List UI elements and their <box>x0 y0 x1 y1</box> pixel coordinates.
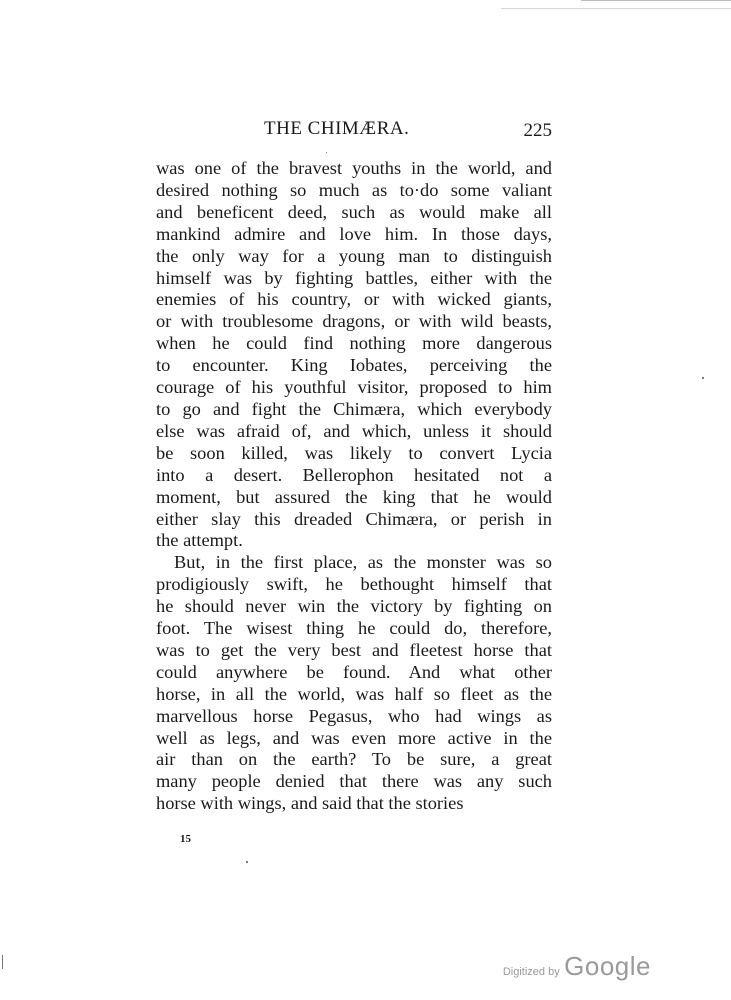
text-line: or with troublesome dragons, or with wild beasts, <box>156 311 552 332</box>
text-line: was one of the bravest youths in the world, and <box>156 158 552 178</box>
text-line: foot. The wisest thing he could do, therefore, <box>156 618 552 639</box>
scan-edge-line <box>501 8 731 9</box>
text-line: be soon killed, was likely to convert Lycia <box>156 442 552 463</box>
text-line: air than on the earth? To be sure, a great <box>156 749 552 770</box>
text-line: himself was by fighting battles, either with the <box>156 267 552 288</box>
text-line: horse, in all the world, was half so fleet as the <box>156 683 552 704</box>
watermark-prefix: Digitized by <box>502 966 560 978</box>
text-line: But, in the first place, as the monster was so <box>174 552 552 573</box>
paragraph <box>156 158 552 552</box>
running-title: THE CHIMÆRA. <box>264 118 410 139</box>
text-line: he should never win the victory by fighting on <box>156 596 552 617</box>
text-line: courage of his youthful visitor, proposed to him <box>156 377 552 398</box>
text-line: to go and fight the Chimæra, which everybody <box>156 398 552 419</box>
text-line: was to get the very best and fleetest horse that <box>156 639 552 660</box>
text-line: could anywhere be found. And what other <box>156 661 552 682</box>
text-line: into a desert. Bellerophon hesitated not a <box>156 464 552 485</box>
digitized-watermark <box>503 951 651 982</box>
text-line: when he could find nothing more dangerous <box>156 333 552 354</box>
scan-speck <box>246 861 248 863</box>
text-line: else was afraid of, and which, unless it should <box>156 420 552 441</box>
body-text <box>156 158 552 815</box>
text-line: to encounter. King Iobates, perceiving the <box>156 355 552 376</box>
text-line: enemies of his country, or with wicked giants, <box>156 289 552 310</box>
text-line: horse with wings, and said that the stories <box>156 793 464 814</box>
text-line: many people denied that there was any such <box>156 771 552 792</box>
scan-speck <box>702 377 704 379</box>
page-header <box>156 118 552 148</box>
scan-edge-line <box>581 0 731 1</box>
scan-speck <box>326 152 327 153</box>
signature-mark: 15 <box>180 833 191 845</box>
text-line: the only way for a young man to distinguish <box>156 245 552 266</box>
text-line: the attempt. <box>156 530 243 551</box>
paragraph <box>156 552 552 815</box>
text-line: well as legs, and was even more active in the <box>156 727 552 748</box>
text-line: prodigiously swift, he bethought himself that <box>156 574 552 595</box>
text-line: marvellous horse Pegasus, who had wings as <box>156 705 552 726</box>
text-line: mankind admire and love him. In those days, <box>156 223 552 244</box>
scan-edge-mark <box>2 955 3 969</box>
page-number: 225 <box>523 120 552 141</box>
text-line: either slay this dreaded Chimæra, or perish in <box>156 508 552 529</box>
text-line: desired nothing so much as to·do some valiant <box>156 179 552 200</box>
text-line: moment, but assured the king that he would <box>156 486 552 507</box>
watermark-brand: Google <box>564 951 651 981</box>
text-line: and beneficent deed, such as would make all <box>156 201 552 222</box>
